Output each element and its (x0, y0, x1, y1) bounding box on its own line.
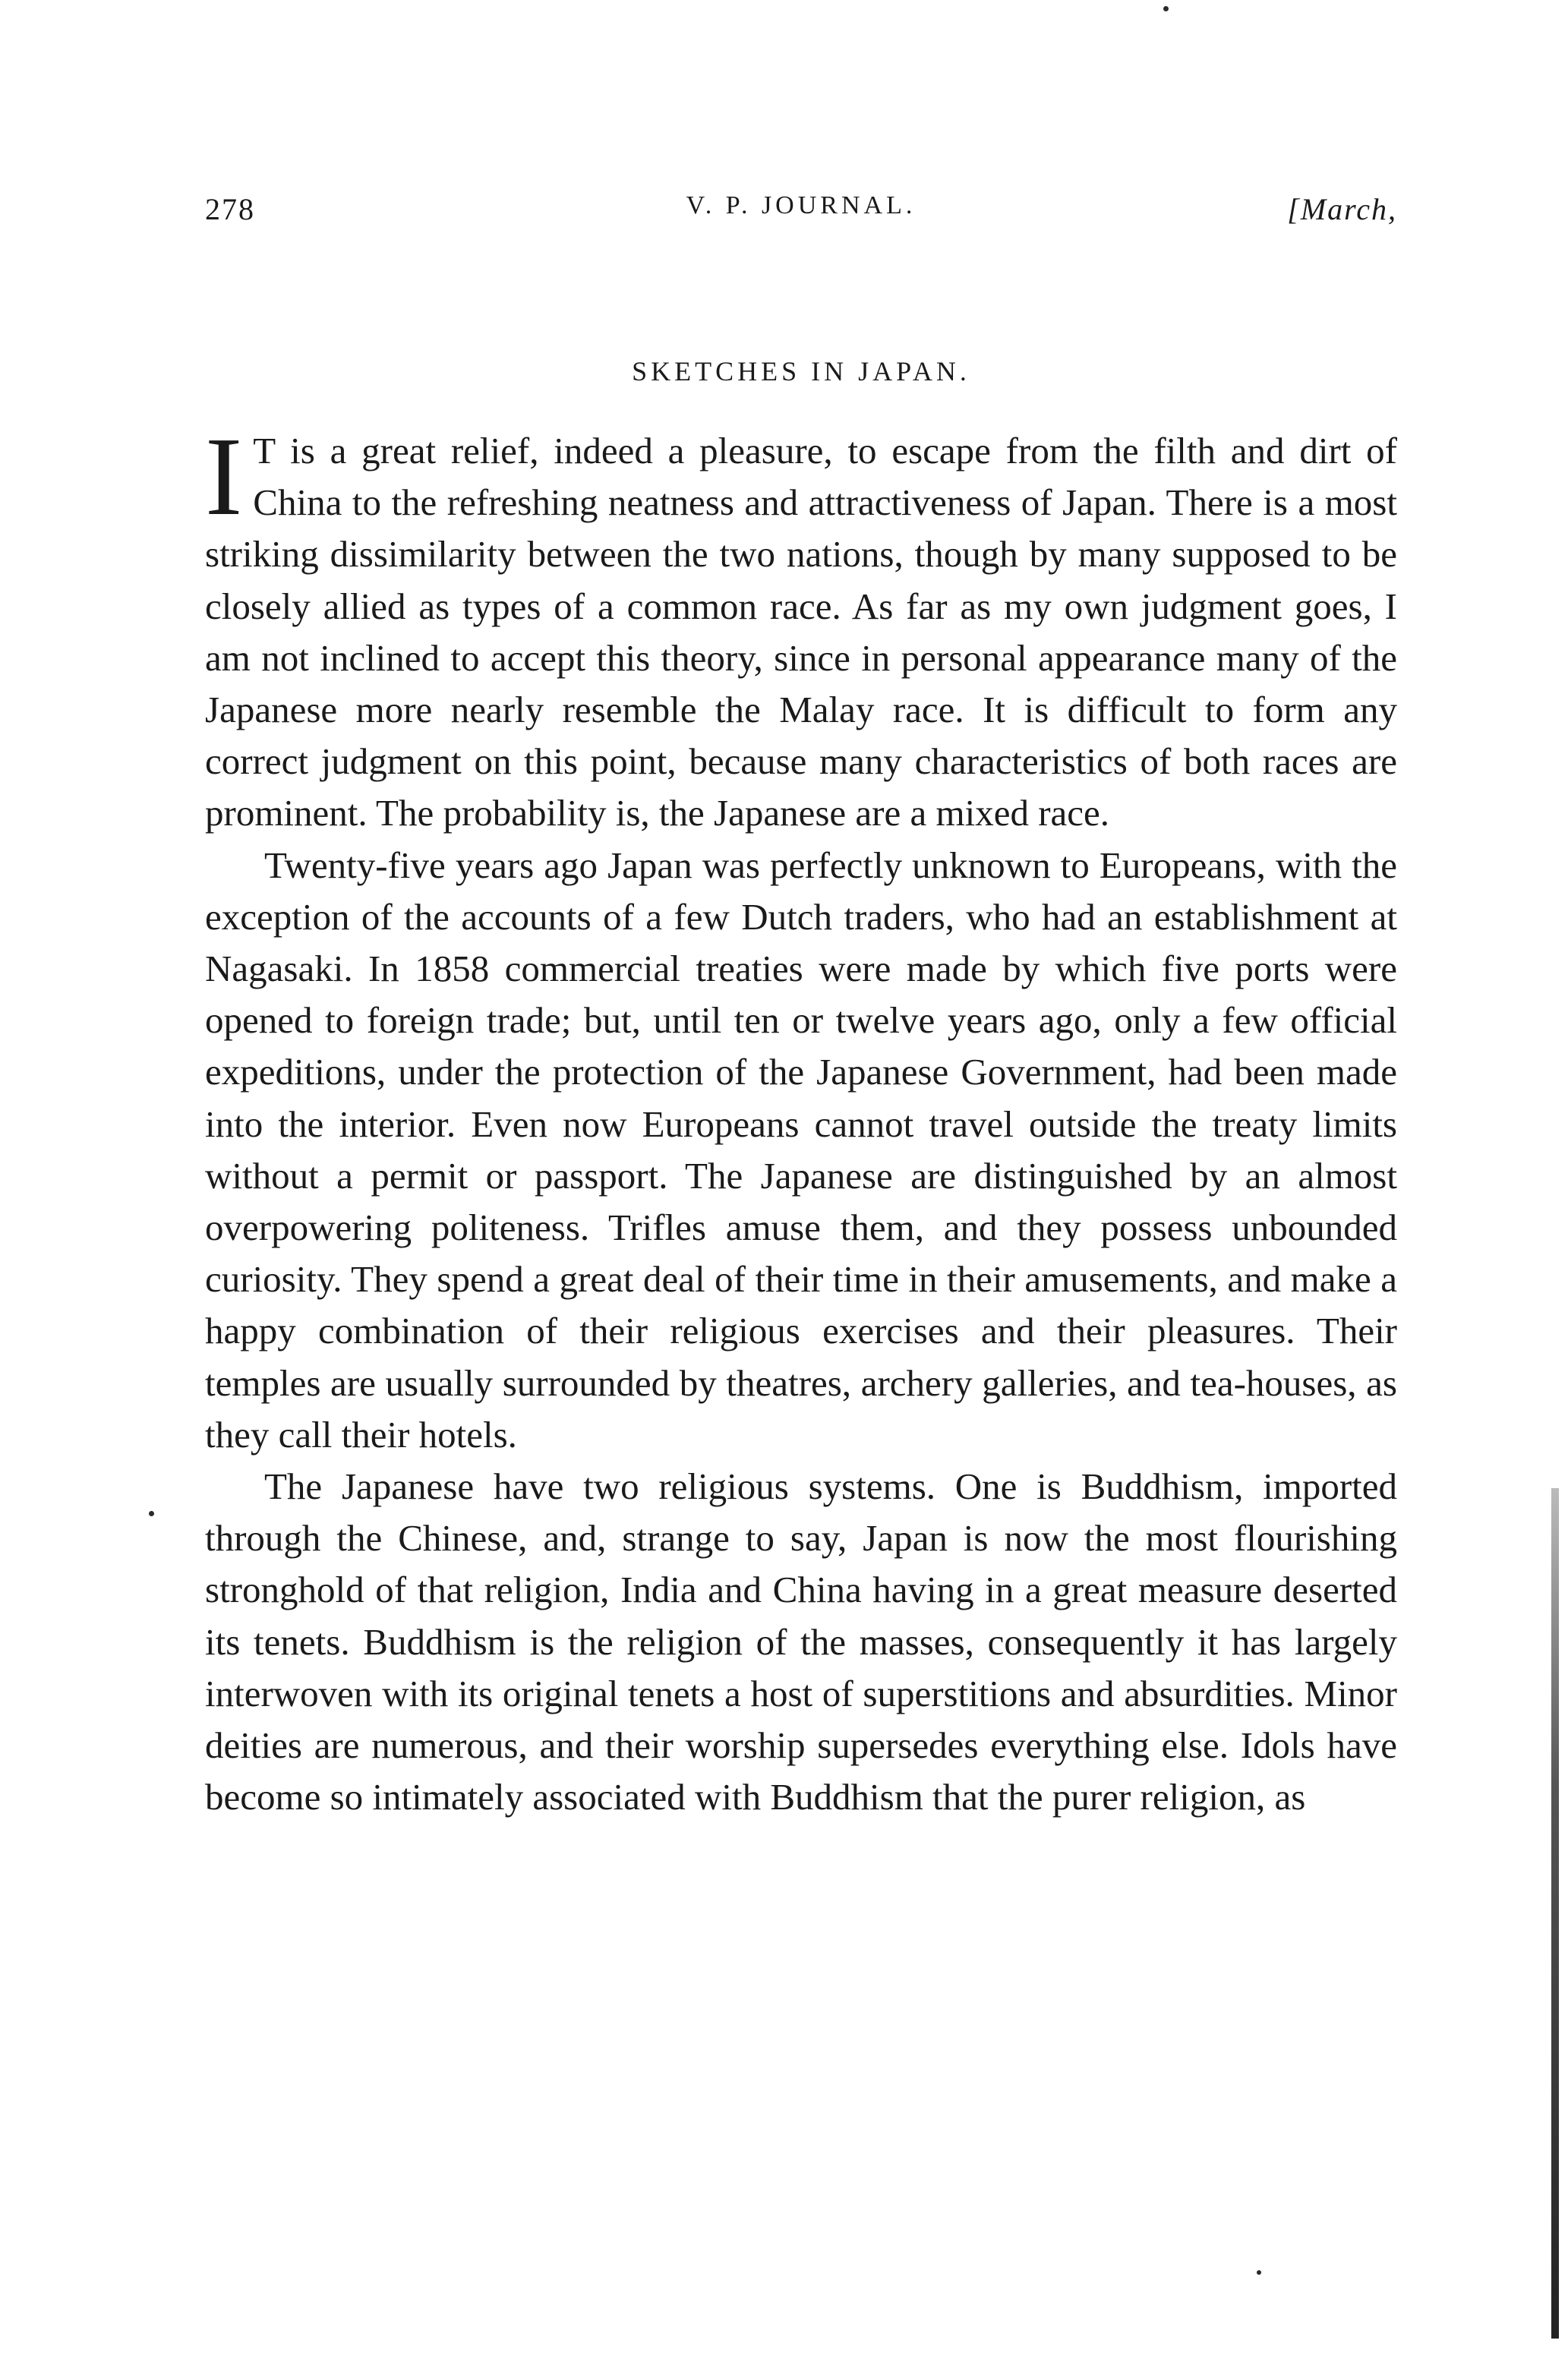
paragraph-3: The Japanese have two religious systems. One is Buddhism, imported through the Chinese, and, strange to say, Japan is now the most flourishing stronghold of that religion, India and China having in a great measure deserted its tenets. Buddhism is the religion of the masses, consequently it has largely interwoven with its original tenets a host of superstitions and absurdities. Minor deities are numerous, and their worship supersedes everything else. Idols have become so intimately associated with Buddhism that the purer religion, as (205, 1465, 1397, 1818)
page-number: 278 (205, 192, 255, 226)
paragraph-1 (205, 415, 1397, 840)
paragraph-2: Twenty-five years ago Japan was perfectly unknown to Europeans, with the exception of the accounts of a few Dutch traders, who had an establishment at Nagasaki. In 1858 commercial treaties were made by which five ports were opened to foreign trade; but, until ten or twelve years ago, only a few official expeditions, under the protection of the Japanese Government, had been made into the interior. Even now Europeans cannot travel outside the treaty limits without a permit or passport. The Japanese are distinguished by an almost overpowering politeness. Trifles amuse them, and they possess unbounded curiosity. They spend a great deal of their time in their amusements, and make a happy combination of their religious exercises and their pleasures. Their temples are usually surrounded by theatres, archery galleries, and tea-houses, as they call their hotels. (205, 844, 1397, 1456)
article-body (205, 415, 1397, 1823)
month-label: [March, (1287, 192, 1397, 226)
scan-speck (1163, 6, 1169, 11)
scan-speck (1257, 2270, 1261, 2275)
running-head (205, 191, 1397, 237)
scan-edge-shadow (1551, 1488, 1559, 2339)
scan-speck (149, 1511, 154, 1516)
journal-title: V. P. JOURNAL. (686, 191, 917, 219)
article-title: SKETCHES IN JAPAN. (632, 356, 970, 386)
paragraph-1-text: T is a great relief, indeed a pleasure, to escape from the filth and dirt of China to the refreshing neatness and attractiveness of Japan. There is a most striking dissimilarity between the two nations, though by many supposed to be closely allied as types of a common race. As far as my own judgment goes, I am not inclined to accept this theory, since in personal appearance many of the Japanese more nearly resemble the Malay race. It is difficult to form any correct judgment on this point, because many characteristics of both races are prominent. The probability is, the Japanese are a mixed race. (205, 430, 1397, 834)
drop-cap: I (205, 415, 243, 539)
